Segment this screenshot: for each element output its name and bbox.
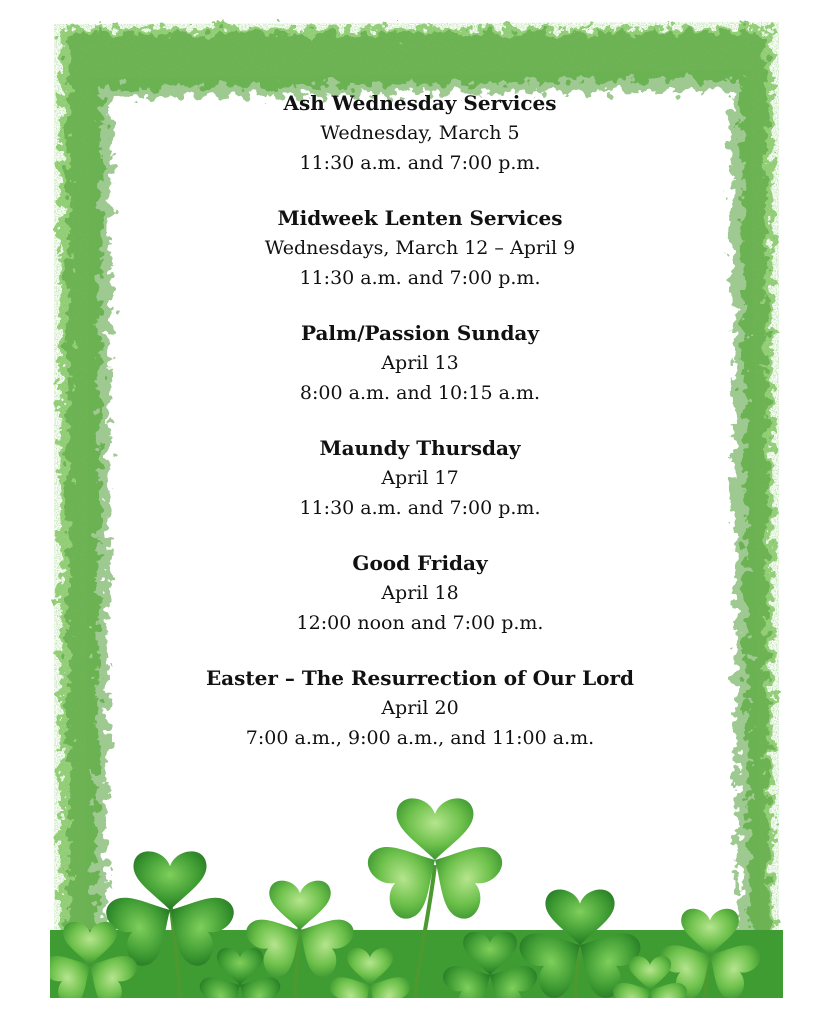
event-times: 11:30 a.m. and 7:00 p.m.	[299, 267, 541, 289]
event-date: April 20	[381, 697, 459, 719]
event-date: April 13	[381, 352, 459, 374]
event-title: Easter – The Resurrection of Our Lord	[205, 666, 635, 690]
event-times: 7:00 a.m., 9:00 a.m., and 11:00 a.m.	[245, 727, 595, 749]
event-title: Maundy Thursday	[319, 436, 521, 460]
clover-art	[50, 780, 783, 998]
event-times: 11:30 a.m. and 7:00 p.m.	[299, 497, 541, 519]
event-title: Palm/Passion Sunday	[300, 321, 540, 345]
event-midweek-lenten	[50, 203, 790, 293]
event-times: 11:30 a.m. and 7:00 p.m.	[299, 152, 541, 174]
event-good-friday	[50, 548, 790, 638]
event-date: April 17	[381, 467, 459, 489]
event-date: Wednesdays, March 12 – April 9	[264, 237, 576, 259]
service-schedule	[50, 88, 790, 778]
event-date: Wednesday, March 5	[320, 122, 520, 144]
event-ash-wednesday	[50, 88, 790, 178]
event-easter	[50, 663, 790, 753]
event-times: 8:00 a.m. and 10:15 a.m.	[299, 382, 541, 404]
event-date: April 18	[381, 582, 459, 604]
event-title: Ash Wednesday Services	[283, 91, 557, 115]
shamrock-clover-leaves	[50, 780, 783, 998]
event-title: Midweek Lenten Services	[277, 206, 563, 230]
event-title: Good Friday	[352, 551, 488, 575]
event-palm-passion-sunday	[50, 318, 790, 408]
event-times: 12:00 noon and 7:00 p.m.	[296, 612, 544, 634]
event-maundy-thursday	[50, 433, 790, 523]
